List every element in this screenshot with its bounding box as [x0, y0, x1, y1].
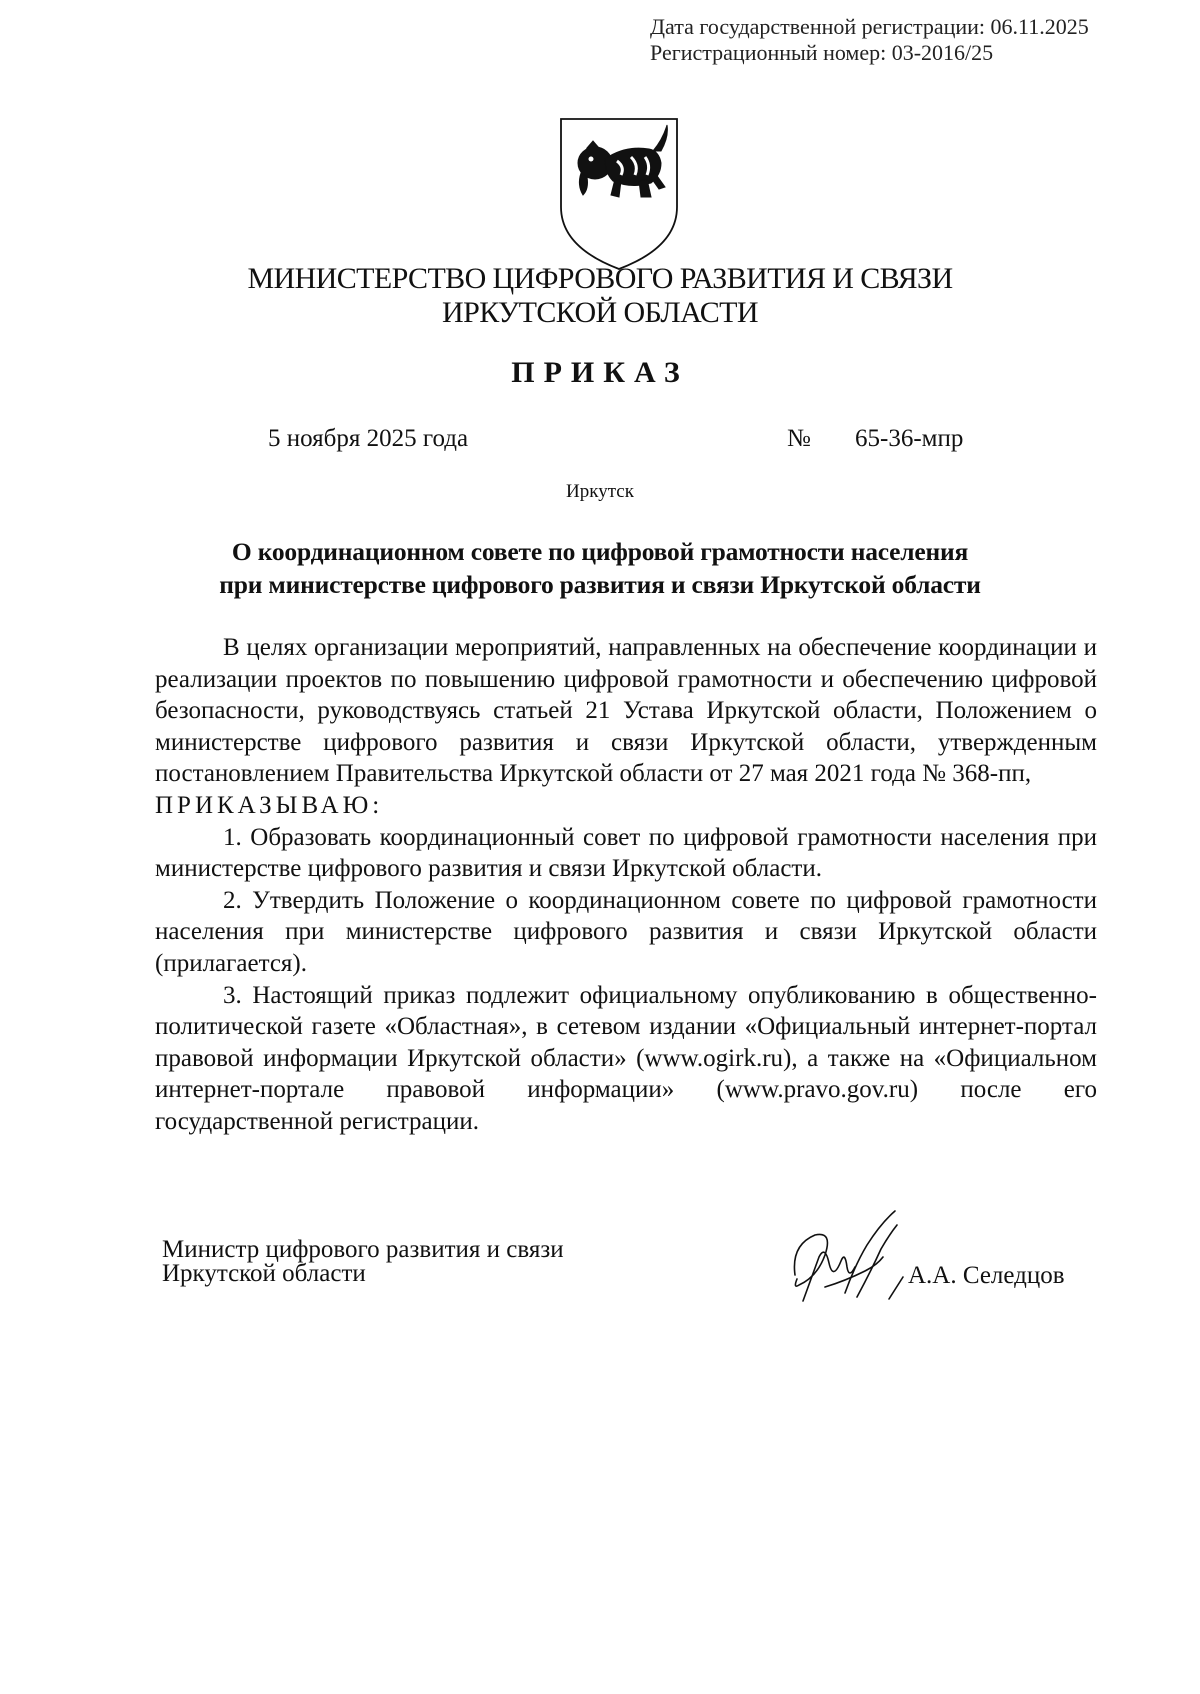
order-body: [155, 632, 1097, 1138]
document-type-heading: ПРИКАЗ: [511, 356, 689, 389]
order-directive-word: ПРИКАЗЫВАЮ:: [155, 791, 384, 819]
order-preamble: В целях организации мероприятий, направленных на обеспечение координации и реализации проектов по повышению цифровой грамотности и обеспечению цифровой безопасности, руководствуясь статьей 21 Устава Иркутской области, Положением о министерстве цифрового развития и связи Иркутской области, утвержденным постановлением Правительства Иркутской области от 27 мая 2021 года № 368-пп,: [155, 634, 1097, 788]
order-item: 3. Настоящий приказ подлежит официальному опубликованию в общественно-политической газете «Областная», в сетевом издании «Официальный интернет-портал правовой информации Иркутской области» (www.ogirk.ru), а также на «Официальном интернет-портале правовой информации» (www.pravo.gov.ru) после его государственной регистрации.: [155, 981, 1097, 1135]
signatory-title-line1: Министр цифрового развития и связи: [162, 1236, 564, 1263]
order-city: Иркутск: [566, 481, 634, 502]
order-date: 5 ноября 2025 года: [268, 425, 469, 452]
signatory-title-line2: Иркутской области: [162, 1260, 366, 1287]
ministry-name: [0, 262, 1200, 330]
order-subject-line2: при министерстве цифрового развития и связи Иркутской области: [219, 570, 981, 599]
ministry-name-line2: ИРКУТСКОЙ ОБЛАСТИ: [442, 296, 758, 329]
ministry-name-line1: МИНИСТЕРСТВО ЦИФРОВОГО РАЗВИТИЯ И СВЯЗИ: [247, 262, 953, 295]
registration-date: Дата государственной регистрации: 06.11.2025: [650, 14, 1089, 39]
registration-stamp: [650, 14, 1089, 66]
signatory-title: [162, 1238, 652, 1286]
irkutsk-coat-of-arms-icon: [555, 115, 683, 273]
order-item: 1. Образовать координационный совет по цифровой грамотности населения при министерстве цифрового развития и связи Иркутской области.: [155, 823, 1097, 883]
order-number-sign: №: [787, 425, 811, 452]
registration-number: Регистрационный номер: 03-2016/25: [650, 40, 994, 65]
signatory-name: А.А. Селедцов: [908, 1262, 1065, 1289]
order-subject: [0, 535, 1200, 601]
order-item: 2. Утвердить Положение о координационном совете по цифровой грамотности населения при министерстве цифрового развития и связи Иркутской области (прилагается).: [155, 886, 1097, 977]
order-subject-line1: О координационном совете по цифровой грамотности населения: [231, 537, 969, 566]
handwritten-signature: [785, 1205, 945, 1315]
order-number: 65-36-мпр: [855, 425, 964, 452]
